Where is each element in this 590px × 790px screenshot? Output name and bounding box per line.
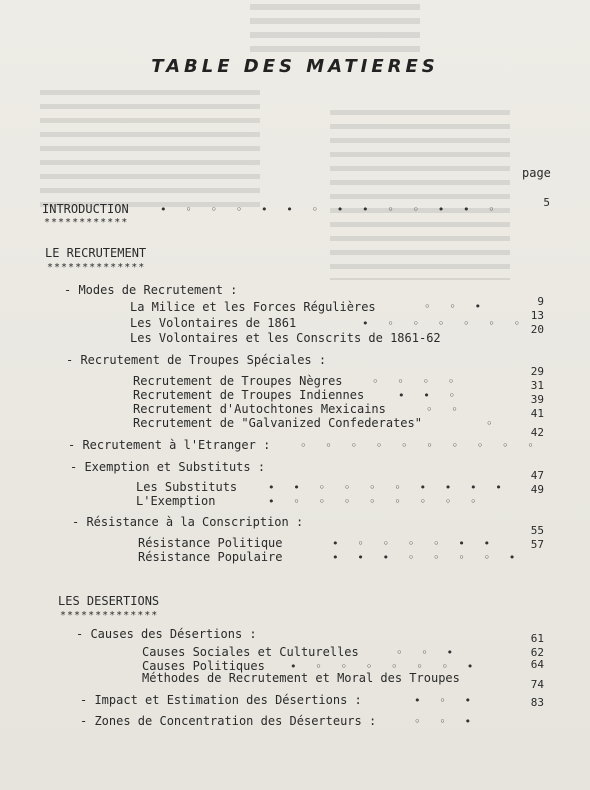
page-number: 74	[530, 678, 544, 691]
toc-subsection-modes-recrutement: - Modes de Recrutement :	[64, 283, 238, 297]
toc-entry: Recrutement de Troupes Indiennes	[133, 388, 365, 402]
toc-subsection-troupes-speciales: - Recrutement de Troupes Spéciales :	[66, 353, 327, 367]
page-number: 49	[530, 483, 544, 496]
toc-entry: Recrutement d'Autochtones Mexicains	[133, 402, 386, 416]
page-number: 31	[530, 379, 544, 392]
dot-leader: • ◦ •	[414, 694, 478, 707]
dot-leader: • • ◦	[398, 389, 462, 402]
page-number: 5	[543, 196, 550, 209]
underline-stars: ************	[44, 217, 129, 228]
bleed-through-texture	[250, 4, 420, 52]
page-number: 64	[530, 658, 544, 671]
dot-leader: • ◦ ◦ ◦ ◦ ◦ ◦	[362, 317, 527, 330]
page-number: 62	[530, 646, 544, 659]
toc-subsection-impact: - Impact et Estimation des Désertions :	[80, 693, 362, 707]
toc-subsection-exemption: - Exemption et Substituts :	[70, 460, 266, 474]
dot-leader: ◦ ◦ •	[424, 300, 488, 313]
dot-leader: ◦	[486, 417, 499, 430]
page-number: 57	[530, 538, 544, 551]
page-title: TABLE DES MATIERES	[151, 56, 439, 77]
page-number: 55	[530, 524, 544, 537]
toc-entry: Recrutement de Troupes Nègres	[133, 374, 343, 388]
bleed-through-texture	[40, 90, 260, 210]
dot-leader: • • • ◦ ◦ ◦ ◦ •	[332, 551, 522, 564]
page-number: 61	[530, 632, 544, 645]
bleed-through-texture	[330, 110, 510, 280]
page-number: 29	[530, 365, 544, 378]
dot-leader: • ◦ ◦ ◦ ◦ ◦ ◦ •	[290, 660, 480, 673]
toc-entry: Les Volontaires et les Conscrits de 1861-62	[130, 331, 441, 345]
toc-section-le-recrutement: LE RECRUTEMENT	[45, 246, 147, 260]
toc-entry: Les Volontaires de 1861	[130, 316, 297, 330]
page-number: 20	[530, 323, 544, 336]
page-number: 42	[530, 426, 544, 439]
dot-leader: • ◦ ◦ ◦ • • ◦ • • ◦ ◦ • • ◦	[160, 203, 501, 216]
page-number: 9	[537, 295, 544, 308]
toc-section-les-desertions: LES DESERTIONS	[58, 594, 160, 608]
toc-entry: Méthodes de Recrutement et Moral des Troupes	[142, 671, 460, 685]
toc-entry: L'Exemption	[136, 494, 216, 508]
dot-leader: ◦ ◦ ◦ ◦	[372, 375, 461, 388]
dot-leader: ◦ ◦	[426, 403, 464, 416]
toc-entry: Résistance Politique	[138, 536, 283, 550]
toc-subsection-zones: - Zones de Concentration des Déserteurs :	[80, 714, 377, 728]
page-number: 13	[530, 309, 544, 322]
dot-leader: ◦ ◦ ◦ ◦ ◦ ◦ ◦ ◦ ◦ ◦	[300, 439, 540, 452]
toc-entry: Recrutement de "Galvanized Confederates"	[133, 416, 422, 430]
dot-leader: ◦ ◦ •	[396, 646, 460, 659]
page-number: 83	[530, 696, 544, 709]
dot-leader: • ◦ ◦ ◦ ◦ ◦ ◦ ◦ ◦	[268, 495, 483, 508]
underline-stars: **************	[47, 262, 146, 273]
toc-subsection-recrutement-etranger: - Recrutement à l'Etranger :	[68, 438, 271, 452]
dot-leader: ◦ ◦ •	[414, 715, 478, 728]
toc-entry: Les Substituts	[136, 480, 238, 494]
toc-entry-introduction: INTRODUCTION	[42, 202, 129, 216]
toc-entry: La Milice et les Forces Régulières	[130, 300, 376, 314]
page-number: 39	[530, 393, 544, 406]
page-column-label: page	[522, 166, 551, 180]
page-number: 47	[530, 469, 544, 482]
toc-subsection-resistance: - Résistance à la Conscription :	[72, 515, 304, 529]
toc-entry: Résistance Populaire	[138, 550, 283, 564]
underline-stars: **************	[60, 610, 159, 621]
page-number: 41	[530, 407, 544, 420]
dot-leader: • ◦ ◦ ◦ ◦ • •	[332, 537, 497, 550]
toc-entry: Causes Politiques	[142, 659, 265, 673]
toc-entry: Causes Sociales et Culturelles	[142, 645, 359, 659]
dot-leader: • • ◦ ◦ ◦ ◦ • • • •	[268, 481, 508, 494]
toc-subsection-causes: - Causes des Désertions :	[76, 627, 257, 641]
